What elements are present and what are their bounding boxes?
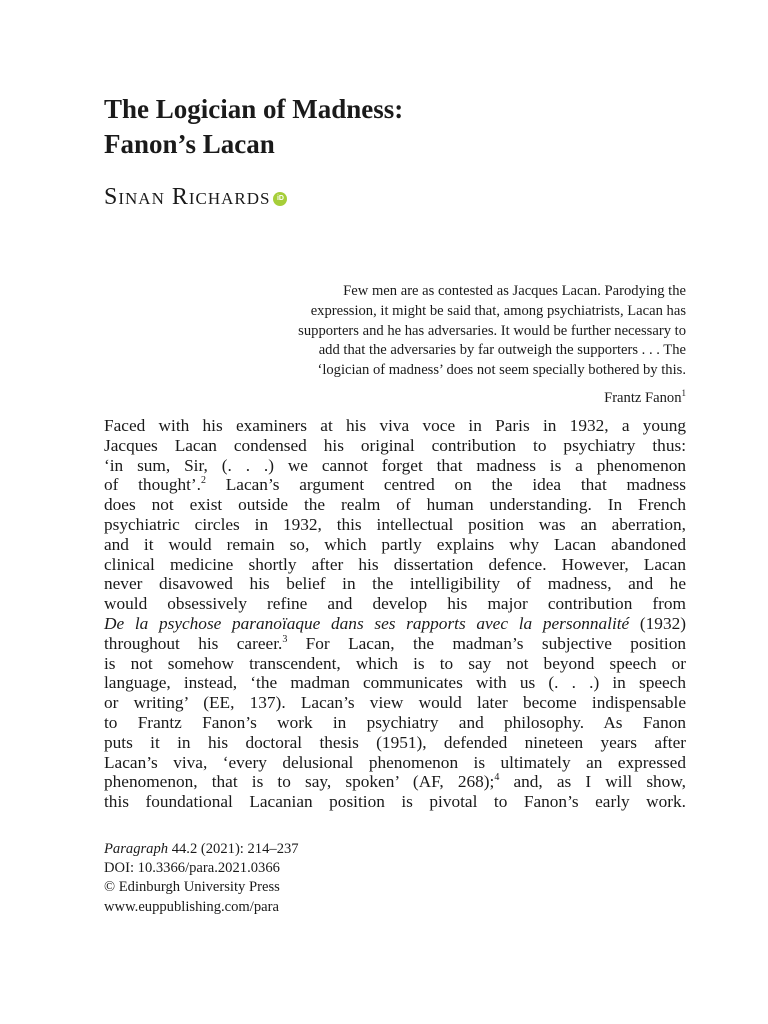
body-text-segment: Lacan’s argument centred on the idea that madness: [206, 475, 686, 495]
body-line: this foundational Lacanian position is pivotal to Fanon’s early work.: [104, 792, 686, 812]
body-line: would obsessively refine and develop his major contribution from: [104, 594, 686, 614]
body-line: [104, 772, 686, 792]
body-text-segment: throughout his career.: [104, 633, 283, 653]
footnote-marker[interactable]: 2: [201, 475, 207, 487]
body-paragraph: [104, 416, 686, 812]
body-text-segment: of thought’.: [104, 475, 202, 495]
title-line-1: The Logician of Madness:: [104, 94, 404, 124]
body-line: to Frantz Fanon’s work in psychiatry and philosophy. As Fanon: [104, 712, 686, 732]
epigraph-line: Few men are as contested as Jacques Lacan. Parodying the: [343, 283, 686, 299]
epigraph-line: supporters and he has adversaries. It would be further necessary to: [298, 322, 686, 339]
epigraph-line: add that the adversaries by far outweigh the supporters . . . The: [318, 342, 686, 359]
body-line: is not somehow transcendent, which is to say not beyond speech or: [104, 653, 686, 673]
footnote-marker[interactable]: 3: [282, 633, 288, 645]
body-line: or writing’ (EE, 137). Lacan’s view would later become indispensable: [104, 693, 686, 713]
body-line: Jacques Lacan condensed his original contribution to psychiatry thus:: [104, 435, 686, 455]
article-title: [104, 92, 704, 162]
author-name: Sinan Richards: [104, 184, 271, 210]
body-line: puts it in his doctoral thesis (1951), defended nineteen years after: [104, 732, 686, 752]
author-byline: [104, 184, 287, 211]
body-text-segment: (1932): [629, 613, 686, 633]
epigraph-attribution: [604, 388, 686, 407]
body-line: never disavowed his belief in the intelligibility of madness, and he: [104, 574, 686, 594]
title-line-2: Fanon’s Lacan: [104, 129, 275, 159]
issue-pages: 44.2 (2021): 214–237: [168, 841, 299, 857]
body-line: [104, 475, 686, 495]
body-line: [104, 614, 686, 634]
epigraph-line: expression, it might be said that, among psychiatrists, Lacan has: [310, 302, 686, 319]
body-line: language, instead, ‘the madman communicates with us (. . .) in speech: [104, 673, 686, 693]
epigraph: [196, 282, 686, 381]
body-line: Lacan’s viva, ‘every delusional phenomenon is ultimately an expressed: [104, 752, 686, 772]
body-line: ‘in sum, Sir, (. . .) we cannot forget that madness is a phenomenon: [104, 455, 686, 475]
body-line: [104, 634, 686, 654]
book-title: De la psychose paranoïaque dans ses rapports avec la personnalité: [104, 613, 630, 633]
body-line: clinical medicine shortly after his dissertation defence. However, Lacan: [104, 554, 686, 574]
journal-citation: [104, 840, 299, 859]
doi-link[interactable]: DOI: 10.3366/para.2021.0366: [104, 860, 280, 877]
footnote-marker[interactable]: 4: [494, 772, 500, 784]
body-line: Faced with his examiners at his viva voce in Paris in 1932, a young: [104, 416, 686, 435]
body-line: and it would remain so, which partly explains why Lacan abandoned: [104, 534, 686, 554]
epigraph-line: ‘logician of madness’ does not seem specially bothered by this.: [317, 362, 686, 379]
orcid-icon[interactable]: iD: [273, 192, 287, 206]
journal-name: Paragraph: [104, 841, 169, 857]
body-text-segment: and, as I will show,: [499, 772, 687, 792]
body-line: does not exist outside the realm of human understanding. In French: [104, 495, 686, 515]
body-text-segment: phenomenon, that is to say, spoken’ (AF, 268);: [104, 772, 495, 792]
body-text-segment: For Lacan, the madman’s subjective position: [287, 633, 686, 653]
attribution-name: Frantz Fanon: [604, 390, 682, 406]
footnote-marker[interactable]: 1: [681, 388, 686, 398]
body-line: psychiatric circles in 1932, this intellectual position was an aberration,: [104, 514, 686, 534]
publisher-url-link[interactable]: www.euppublishing.com/para: [104, 898, 279, 915]
citation-footer: [104, 840, 299, 917]
copyright-notice: © Edinburgh University Press: [104, 879, 280, 896]
